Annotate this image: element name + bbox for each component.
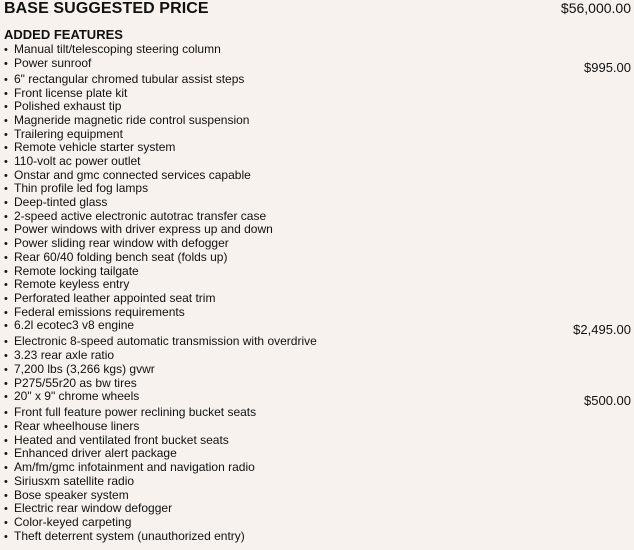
bullet-icon: • [4,292,8,305]
feature-row [4,100,631,114]
base-price-value: $56,000.00 [560,0,631,16]
bullet-icon: • [4,434,8,447]
bullet-icon: • [4,377,8,390]
feature-label: Polished exhaust tip [14,99,122,114]
feature-row [4,502,631,516]
feature-row [4,141,631,155]
bullet-icon: • [4,224,8,237]
feature-label: Power windows with driver express up and down [14,222,273,237]
feature-row [4,73,631,87]
feature-item [4,319,134,334]
feature-row [4,306,631,320]
feature-row [4,57,631,73]
feature-label: Color-keyed carpeting [14,514,132,529]
feature-label: Thin profile led fog lamps [14,181,149,196]
feature-label: 6.2l ecotec3 v8 engine [14,318,135,333]
bullet-icon: • [4,197,8,210]
feature-row [4,87,631,101]
bullet-icon: • [4,475,8,488]
feature-row [4,461,631,475]
feature-row [4,530,631,544]
feature-label: Enhanced driver alert package [14,446,177,461]
feature-row [4,406,631,420]
feature-label: Electric rear window defogger [14,501,173,516]
bullet-icon: • [4,363,8,376]
bullet-icon: • [4,44,8,56]
feature-label: 7,200 lbs (3,266 kgs) gvwr [14,361,155,376]
feature-row [4,278,631,292]
feature-row [4,196,631,210]
base-price-row [4,0,631,20]
bullet-icon: • [4,87,8,100]
bullet-icon: • [4,142,8,155]
feature-label: Rear wheelhouse liners [14,419,140,434]
bullet-icon: • [4,350,8,363]
feature-row [4,114,631,128]
feature-row [4,363,631,377]
bullet-icon: • [4,169,8,182]
feature-row [4,349,631,363]
feature-label: Front license plate kit [14,85,128,100]
bullet-icon: • [4,279,8,292]
bullet-icon: • [4,57,8,70]
feature-label: 3.23 rear axle ratio [14,348,115,363]
bullet-icon: • [4,251,8,264]
feature-label: Trailering equipment [14,126,123,141]
feature-row [4,210,631,224]
bullet-icon: • [4,462,8,475]
feature-row [4,389,631,409]
feature-label: 2-speed active electronic autotrac transfer case [14,208,267,223]
feature-price: $995.00 [584,59,631,75]
feature-row [4,169,631,183]
feature-row [4,251,631,265]
feature-label: Power sliding rear window with defogger [14,236,229,251]
bullet-icon: • [4,391,8,404]
feature-row [4,182,631,196]
feature-row [4,318,631,338]
bullet-icon: • [4,407,8,420]
bullet-icon: • [4,114,8,127]
feature-row [4,516,631,530]
feature-label: Am/fm/gmc infotainment and navigation radio [14,460,255,475]
bullet-icon: • [4,238,8,251]
feature-label: Power sunroof [14,55,92,70]
feature-label: Front full feature power reclining bucket seats [14,405,257,420]
feature-label: Federal emissions requirements [14,304,185,319]
feature-label: Remote locking tailgate [14,263,139,278]
feature-row [4,447,631,461]
feature-row [4,155,631,169]
feature-label: Theft deterrent system (unauthorized entry) [14,528,245,543]
bullet-icon: • [4,336,8,349]
feature-label: P275/55r20 as bw tires [14,375,137,390]
feature-row [4,43,631,57]
feature-label: 110-volt ac power outlet [14,154,141,168]
feature-row [4,265,631,279]
bullet-icon: • [4,448,8,461]
feature-label: 6" rectangular chromed tubular assist steps [14,71,245,86]
feature-row [4,420,631,434]
bullet-icon: • [4,183,8,196]
added-features-list [4,43,631,543]
bullet-icon: • [4,210,8,223]
bullet-icon: • [4,265,8,278]
feature-row [4,292,631,306]
feature-item [4,530,245,545]
feature-label: Perforated leather appointed seat trim [14,290,216,305]
feature-row [4,475,631,489]
feature-label: Remote keyless entry [14,277,130,292]
bullet-icon: • [4,128,8,141]
feature-label: Remote vehicle starter system [14,140,176,155]
feature-row [4,237,631,251]
feature-row [4,335,631,349]
feature-label: Rear 60/40 folding bench seat (folds up) [14,249,228,264]
feature-label: Electronic 8-speed automatic transmission with overdrive [14,334,317,349]
bullet-icon: • [4,320,8,333]
base-price-title: BASE SUGGESTED PRICE [4,0,209,17]
feature-label: Deep-tinted glass [14,195,108,210]
feature-label: Manual tilt/telescoping steering column [14,42,221,56]
bullet-icon: • [4,306,8,319]
feature-price: $500.00 [584,393,631,409]
bullet-icon: • [4,101,8,114]
bullet-icon: • [4,489,8,502]
feature-row [4,489,631,503]
bullet-icon: • [4,503,8,516]
bullet-icon: • [4,516,8,529]
feature-label: Heated and ventilated front bucket seats [14,432,229,447]
feature-label: Onstar and gmc connected services capable [14,167,251,182]
bullet-icon: • [4,156,8,168]
feature-label: 20" x 9" chrome wheels [14,389,140,404]
feature-item [4,390,139,405]
added-features-title: ADDED FEATURES [4,27,123,42]
bullet-icon: • [4,73,8,86]
feature-label: Magneride magnetic ride control suspension [14,112,250,127]
feature-item [4,57,91,72]
feature-row [4,434,631,448]
bullet-icon: • [4,421,8,434]
feature-label: Bose speaker system [14,487,129,502]
feature-label: Siriusxm satellite radio [14,473,135,488]
feature-price: $2,495.00 [573,322,631,338]
feature-row [4,377,631,391]
feature-row [4,128,631,142]
feature-row [4,223,631,237]
bullet-icon: • [4,530,8,543]
